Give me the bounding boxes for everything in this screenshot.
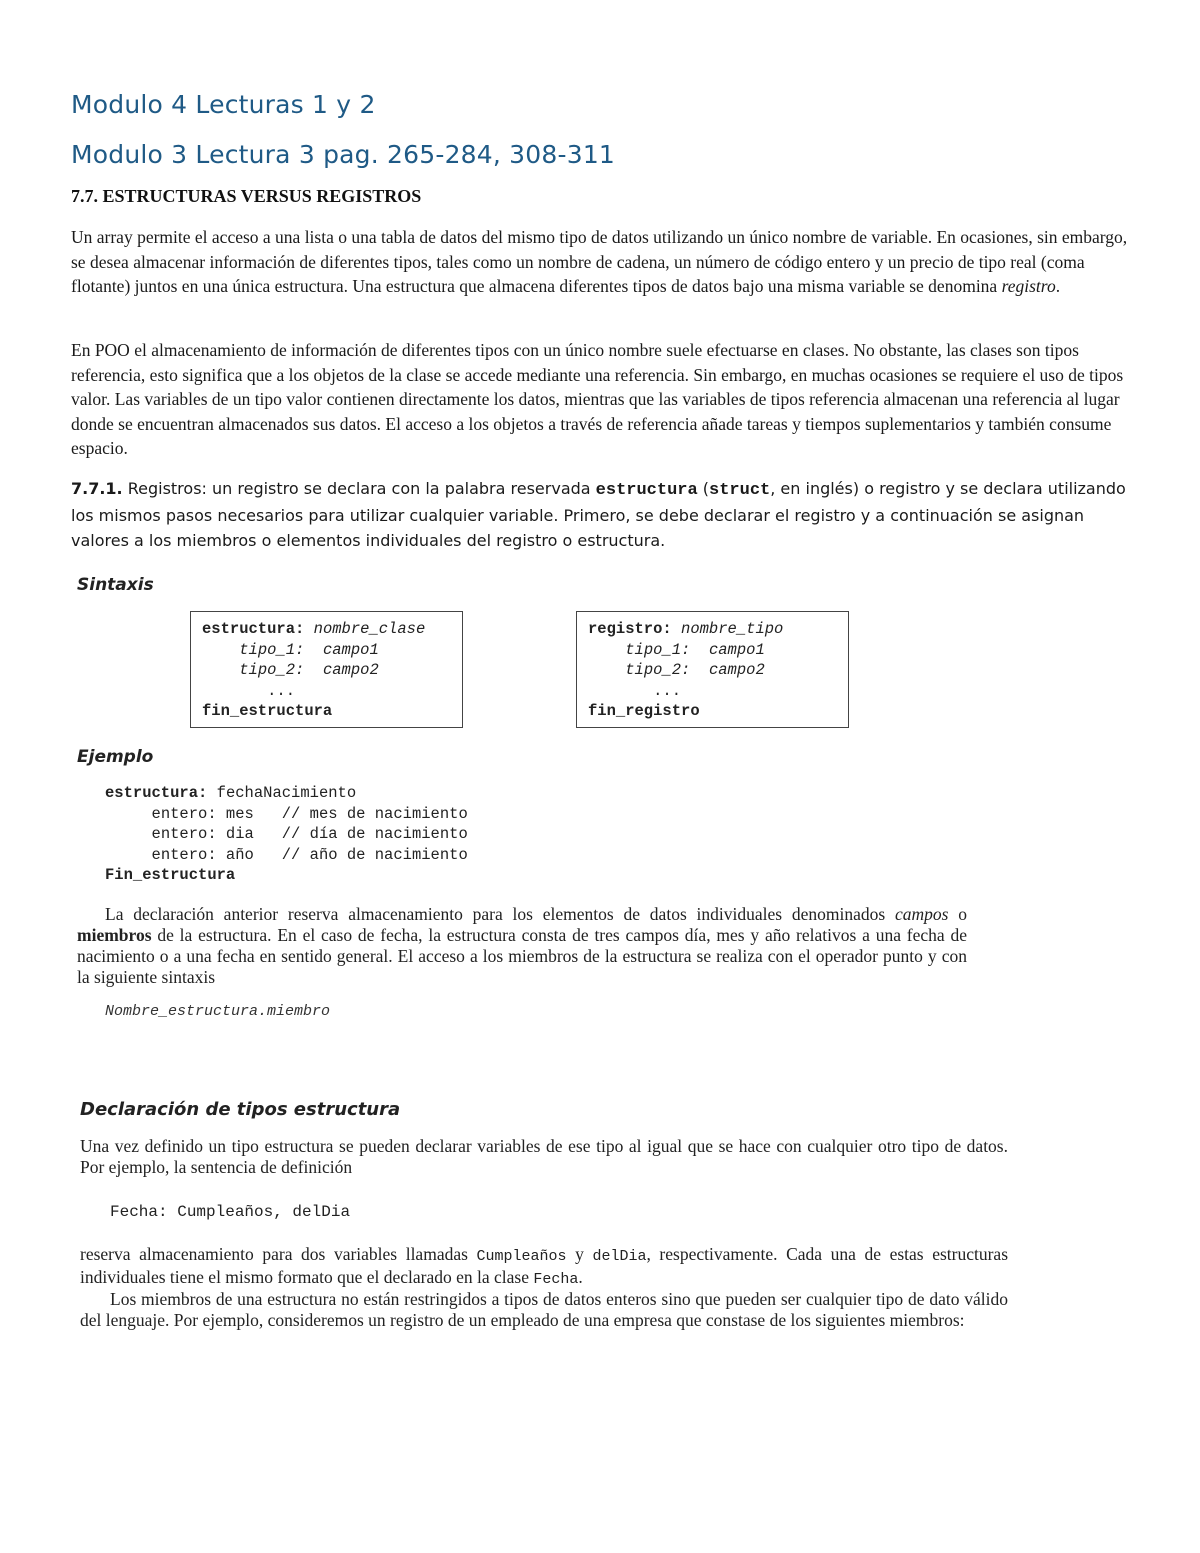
p-reserva-text-2: y (566, 1244, 593, 1264)
paragraph-arrays-text: Un array permite el acceso a una lista o una tabla de datos del mismo tipo de datos utilizando un único nombre de variable. En ocasiones, sin embargo, se desea almacenar información de diferentes tipos, tales como un nombre de cadena, un número de código entero y un precio de tipo real (coma flotante) juntos en una única estructura. Una estructura que almacena diferentes tipos de datos bajo una misma variable se denomina (71, 227, 1128, 296)
box1-row1-field: campo1 (322, 640, 379, 659)
registros-text-3: , en inglés) o registro y se declara utilizando los mismos pasos necesarios para utilizar cualquier variable. Primero, se debe declarar el registro y a continuación se asignan valores a los miembros o elementos individuales del registro o estructura. (71, 479, 1126, 550)
ejemplo-label: Ejemplo (77, 747, 154, 767)
p3-text-3: de la estructura. En el caso de fecha, la estructura consta de tres campos día, mes y año relativos a una fecha de nacimiento o a una fecha en sentido general. El acceso a los miembros de la estructura se realiza con el operador punto y con la siguiente sintaxis (77, 925, 967, 987)
p-reserva-deldia: delDia (592, 1248, 647, 1265)
subsection-number: 7.7.1. (71, 479, 123, 498)
p-reserva-fecha: Fecha (533, 1271, 579, 1288)
paragraph-reserva (80, 1244, 1008, 1290)
box1-row2-type: tipo_2: (239, 661, 305, 679)
syntax-box-registro-code (588, 619, 783, 722)
p-reserva-cumpleanos: Cumpleaños (476, 1248, 567, 1265)
paragraph-arrays (71, 225, 1131, 299)
sintaxis-label: Sintaxis (77, 575, 154, 595)
p-reserva-text-4: . (578, 1267, 583, 1287)
access-syntax: Nombre_estructura.miembro (105, 1003, 331, 1020)
heading-modulo-4: Modulo 4 Lecturas 1 y 2 (71, 90, 376, 119)
ejemplo-name: fechaNacimiento (216, 784, 357, 802)
section-title (71, 186, 421, 207)
syntax-box-estructura (190, 611, 463, 728)
ejemplo-line-ano: entero: año // año de nacimiento (151, 845, 468, 864)
box1-dots: ... (267, 681, 296, 700)
paragraph-declaracion-anterior (77, 904, 967, 988)
ejemplo-keyword: estructura: (105, 784, 208, 802)
paragraph-arrays-italic: registro (1001, 276, 1056, 296)
box2-keyword: registro: (588, 620, 672, 638)
box1-row1-type: tipo_1: (239, 640, 305, 659)
box1-name: nombre_clase (313, 620, 426, 638)
declaracion-label: Declaración de tipos estructura (80, 1099, 401, 1120)
box2-row1-type: tipo_1: (625, 640, 691, 659)
syntax-box-estructura-code (202, 619, 425, 722)
keyword-struct: struct (709, 481, 771, 500)
section-title-text: ESTRUCTURAS VERSUS REGISTROS (102, 186, 422, 206)
paragraph-arrays-end: . (1055, 276, 1061, 296)
box2-row2-type: tipo_2: (625, 661, 691, 679)
p-reserva-text-3: , respectivamente. Cada una de estas estructuras individuales tiene el mismo formato que el declarado en la clase (80, 1244, 1008, 1287)
ejemplo-code (105, 783, 468, 886)
p3-campos: campos (894, 904, 949, 924)
p3-text-1: La declaración anterior reserva almacenamiento para los elementos de datos individuales denominados (105, 904, 895, 924)
ejemplo-line-mes: entero: mes // mes de nacimiento (151, 804, 468, 823)
paragraph-tipo-estructura: Una vez definido un tipo estructura se pueden declarar variables de ese tipo al igual que se hace con cualquier otro tipo de datos. Por ejemplo, la sentencia de definición (80, 1136, 1008, 1177)
paragraph-poo: En POO el almacenamiento de información de diferentes tipos con un único nombre suele efectuarse en clases. No obstante, las clases son tipos referencia, esto significa que a los objetos de la clase se accede mediante una referencia. Sin embargo, en muchas ocasiones se requiere el uso de tipos valor. Las variables de un tipo valor contienen directamente los datos, mientras que las variables de tipos referencia almacenan una referencia al lugar donde se encuentran almacenados sus datos. El acceso a los objetos a través de referencia añade tareas y tiempos suplementarios y también consume espacio. (71, 340, 1124, 458)
syntax-box-registro (576, 611, 849, 728)
box1-end: fin_estructura (202, 702, 333, 720)
p-reserva-text-1: reserva almacenamiento para dos variables llamadas (80, 1244, 477, 1264)
box2-end: fin_registro (588, 702, 700, 720)
keyword-estructura: estructura (595, 481, 698, 500)
box2-name: nombre_tipo (681, 620, 784, 638)
registros-text-1: Registros: un registro se declara con la palabra reservada (122, 479, 596, 498)
box2-row1-field: campo1 (708, 640, 765, 659)
box2-row2-field: campo2 (708, 661, 765, 679)
ejemplo-end: Fin_estructura (105, 866, 236, 884)
box1-row2-field: campo2 (322, 661, 379, 679)
declaracion-code: Fecha: Cumpleaños, delDia (110, 1203, 351, 1221)
heading-modulo-3: Modulo 3 Lectura 3 pag. 265-284, 308-311 (71, 140, 616, 169)
ejemplo-line-dia: entero: dia // día de nacimiento (151, 825, 468, 843)
p3-miembros: miembros (77, 925, 152, 945)
box2-dots: ... (653, 681, 682, 700)
paragraph-registros (71, 476, 1131, 553)
paragraph-miembros: Los miembros de una estructura no están restringidos a tipos de datos enteros sino que pueden ser cualquier tipo de dato válido del lenguaje. Por ejemplo, consideremos un registro de un empleado de una empresa que constase de los siguientes miembros: (80, 1289, 1008, 1330)
registros-text-2: ( (697, 479, 710, 498)
box1-keyword: estructura: (202, 620, 305, 638)
p3-text-2: o (948, 904, 967, 924)
section-number: 7.7. (71, 186, 98, 206)
